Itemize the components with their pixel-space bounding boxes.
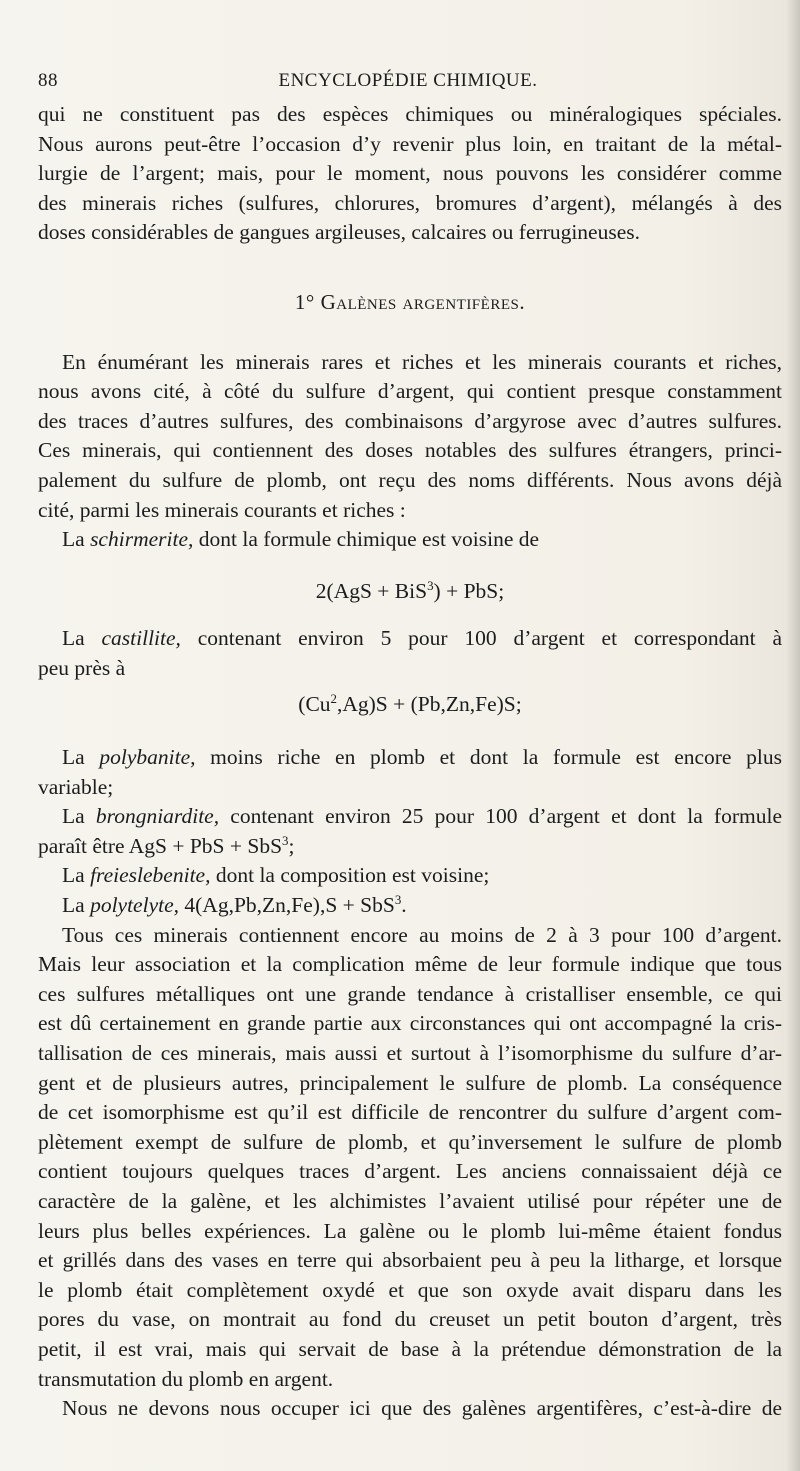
text-run: La — [62, 626, 102, 651]
section-title: Galènes argentifères. — [320, 289, 526, 314]
text-line: de cet isomorphisme est qu’il est difficile de rencontrer du sulfure d’argent com- — [38, 1100, 782, 1125]
brongniardite-formula-line — [38, 832, 782, 862]
text-line: En énumérant les minerais rares et riches et les minerais courants et riches, — [62, 349, 782, 374]
text-line: petit, il est vrai, mais qui servait de base à la prétendue démonstration de la — [38, 1336, 782, 1361]
formula-part: ) + PbS; — [433, 578, 505, 603]
text-line: est dû certainement en grande partie aux circonstances qui ont accompagné la cris- — [38, 1011, 782, 1036]
text-line: Mais leur association et la complication même de leur formule indique que tous — [38, 952, 782, 977]
text-line: peu près à — [38, 655, 126, 680]
text-line: des minerais riches (sulfures, chlorures, bromures d’argent), mélangés à des — [38, 190, 782, 215]
text-run: La — [62, 804, 96, 829]
castillite-line — [38, 624, 782, 654]
text-line: doses considérables de gangues argileuses, calcaires ou ferrugineuses. — [38, 220, 640, 245]
text-line: le plomb était complètement oxydé et que son oxyde avait disparu dans les — [38, 1277, 782, 1302]
schirmerite-line — [38, 525, 782, 555]
formula-part: . — [401, 893, 407, 918]
text-run: La — [62, 527, 91, 552]
text-line: et grillés dans des vases en terre qui absorbaient peu à peu la litharge, et lorsque — [38, 1248, 782, 1273]
text-line: Nous ne devons nous occuper ici que des galènes argentifères, c’est-à-dire de — [62, 1396, 782, 1421]
running-title: ENCYCLOPÉDIE CHIMIQUE. — [278, 70, 538, 91]
text-run: dont la composition est voisine; — [210, 863, 490, 888]
mineral-name-castillite: castillite, — [101, 626, 181, 651]
mineral-name-freieslebenite: freieslebenite, — [90, 863, 211, 888]
paragraph-galenes-argentiferes — [38, 1394, 782, 1424]
mineral-name-brongniardite: brongniardite, — [95, 804, 220, 829]
formula-part: 4(Ag,Pb,Zn,Fe),S + SbS — [179, 893, 395, 918]
text-line: Ces minerais, qui contiennent des doses notables des sulfures étrangers, princi- — [38, 438, 782, 463]
text-run: La — [62, 745, 100, 770]
formula-superscript: 3 — [427, 578, 434, 593]
text-line: transmutation du plomb en argent. — [38, 1366, 334, 1391]
page-edge-shadow — [786, 0, 800, 1471]
text-line: Nous aurons peut-être l’occasion d’y revenir plus loin, en traitant de la métal- — [38, 131, 782, 156]
formula-superscript: 3 — [394, 892, 402, 907]
text-run: dont la formule chimique est voisine de — [193, 527, 540, 552]
formula-part: 2(AgS + BiS — [315, 578, 428, 603]
text-line: tallisation de ces minerais, mais aussi et surtout à l’isomorphisme du sulfure d’ar- — [38, 1041, 782, 1066]
mineral-name-schirmerite: schirmerite, — [90, 527, 194, 552]
text-line: cité, parmi les minerais courants et riches : — [38, 497, 406, 522]
text-line: caractère de la galène, et les alchimistes l’avaient utilisé pour répéter une de — [38, 1189, 782, 1213]
text-run: contenant environ 25 pour 100 d’argent et dont la formule — [219, 804, 782, 829]
text-run: contenant environ 5 pour 100 d’argent et correspondant à — [180, 626, 782, 651]
polybanite-line — [38, 743, 782, 773]
text-line: nous avons cité, à côté du sulfure d’argent, qui contient presque constamment — [38, 379, 782, 404]
text-line: contient toujours quelques traces d’argent. Les anciens connaissaient déjà ce — [38, 1159, 782, 1184]
mineral-name-polytelyte: polytelyte, — [90, 893, 180, 918]
section-number: 1° — [294, 289, 315, 314]
text-run: moins riche en plomb et dont la formule est encore plus — [195, 745, 782, 770]
formula-part: ,Ag)S + (Pb,Zn,Fe)S; — [336, 691, 522, 716]
text-line: Tous ces minerais contiennent encore au moins de 2 à 3 pour 100 d’argent. — [62, 922, 782, 947]
formula-part: paraît être AgS + PbS + SbS — [38, 833, 283, 858]
text-line: gent et de plusieurs autres, principalement le sulfure de plomb. La conséquence — [38, 1070, 782, 1095]
section-heading — [38, 288, 782, 318]
text-run: La — [62, 863, 91, 888]
paragraph-galenes — [38, 348, 782, 526]
text-line: ces sulfures métalliques ont une grande tendance à cristalliser ensemble, ce qui — [38, 981, 782, 1006]
brongniardite-line — [38, 802, 782, 832]
intro-paragraph — [38, 100, 782, 248]
mineral-name-polybanite: polybanite, — [99, 745, 196, 770]
formula-part: (Cu — [298, 691, 331, 716]
text-line: des traces d’autres sulfures, des combinaisons d’argyrose avec d’autres sulfures. — [38, 408, 782, 433]
polytelyte-line — [38, 891, 782, 921]
formula-part: ; — [288, 833, 295, 858]
paragraph-isomorphisme — [38, 921, 782, 1395]
formula-schirmerite — [38, 577, 782, 607]
formula-superscript: 2 — [330, 691, 337, 706]
text-run: La — [62, 893, 91, 918]
text-line: qui ne constituent pas des espèces chimiques ou minéralogiques spéciales. — [38, 102, 782, 126]
text-line: lurgie de l’argent; mais, pour le moment, nous pouvons les considérer comme — [38, 161, 782, 186]
text-line: palement du sulfure de plomb, ont reçu des noms différents. Nous avons déjà — [38, 467, 782, 492]
page-number: 88 — [38, 70, 58, 91]
text-line: pores du vase, on montrait au fond du creuset un petit bouton d’argent, très — [38, 1307, 782, 1332]
freieslebenite-line — [38, 861, 782, 891]
formula-castillite — [38, 690, 782, 720]
text-line: plètement exempt de sulfure de plomb, et qu’inversement le sulfure de plomb — [38, 1129, 782, 1154]
formula-superscript: 3 — [282, 833, 289, 848]
text-line: variable; — [38, 774, 114, 799]
text-line: leurs plus belles expériences. La galène ou le plomb lui-même étaient fondus — [38, 1218, 782, 1243]
page-header — [38, 70, 778, 100]
body-text — [38, 100, 782, 1424]
